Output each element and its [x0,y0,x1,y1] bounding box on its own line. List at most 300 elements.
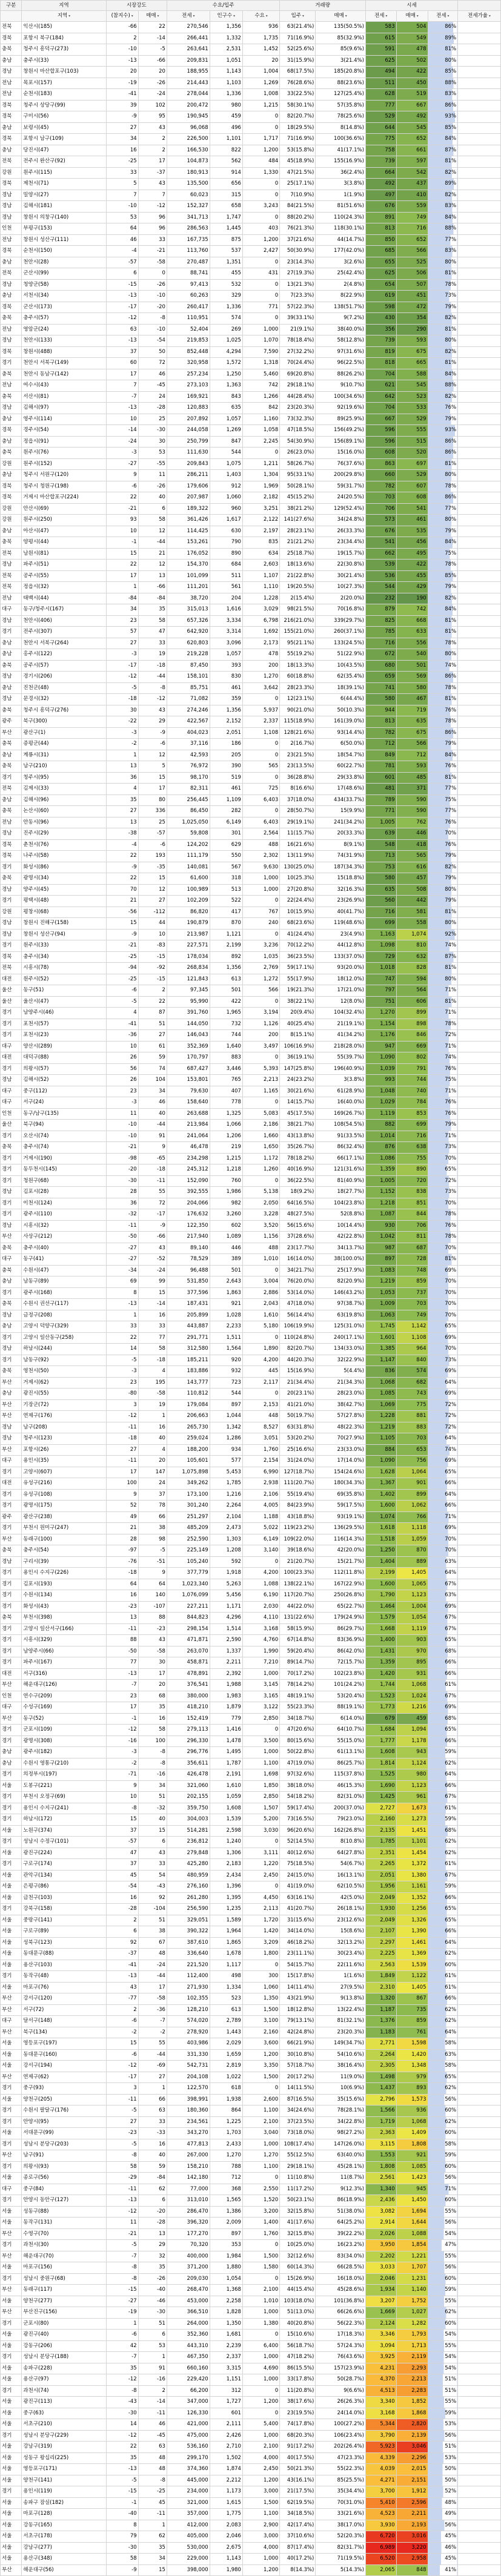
cell-population[interactable]: 154,370 [167,560,210,571]
cell-volume-sale[interactable]: 31(15.6%) [280,1915,316,1926]
cell-volume-sale[interactable]: 71(16.9%) [280,33,316,44]
cell-price-jeonse[interactable]: 1,101 [396,1837,428,1848]
cell-population[interactable]: 135,500 [167,179,210,190]
cell-demand[interactable]: 1,051 [210,55,242,67]
cell-price-sale[interactable]: 1,956 [365,1881,396,1893]
cell-division[interactable]: 대구 [1,1097,22,1109]
cell-strength-jeonse[interactable]: 43 [138,1635,167,1646]
cell-population[interactable]: 263,641 [167,44,210,56]
cell-jeonse-ratio[interactable]: 65% [428,1635,458,1646]
cell-volume-jeonse[interactable]: 200(29.8%) [316,470,366,481]
cell-empty[interactable] [458,1287,501,1299]
cell-price-sale[interactable]: 232 [365,593,396,604]
cell-strength-sale[interactable]: 20 [106,67,138,78]
cell-strength-jeonse[interactable]: -28 [138,403,167,414]
cell-price-sale[interactable]: 667 [365,414,396,425]
cell-region[interactable]: 창원시 성산구(111) [22,234,106,246]
cell-region[interactable]: 용인시(35) [22,1456,106,1467]
cell-volume-jeonse[interactable]: 100(27.2%) [316,2419,366,2431]
cell-volume-jeonse[interactable]: 20(33.3%) [316,828,366,840]
cell-supply[interactable]: 3,140 [242,1545,279,1557]
cell-region[interactable]: 원주시(115) [22,167,106,179]
cell-division[interactable]: 서울 [1,2374,22,2386]
cell-demand[interactable]: 1,235 [210,1904,242,1915]
cell-supply[interactable]: 1,228 [242,593,279,604]
cell-division[interactable]: 충남 [1,750,22,761]
cell-demand[interactable]: 219 [210,1142,242,1154]
cell-strength-jeonse[interactable]: -46 [138,2296,167,2307]
cell-empty[interactable] [458,1467,501,1478]
cell-region[interactable]: 충주시(57) [22,313,106,325]
cell-empty[interactable] [458,1848,501,1859]
cell-volume-sale[interactable]: 36(23.5%) [280,951,316,963]
cell-price-sale[interactable]: 1,668 [365,1623,396,1635]
cell-strength-jeonse[interactable]: -8 [138,1747,167,1759]
cell-demand[interactable]: 1,286 [210,1433,242,1445]
table-row[interactable] [1,436,501,447]
cell-jeonse-ratio[interactable]: 70% [428,1276,458,1288]
cell-division[interactable]: 부산 [1,1534,22,1545]
cell-strength-jeonse[interactable]: 17 [138,1668,167,1680]
cell-volume-jeonse[interactable]: 32(22.9%) [316,1355,366,1366]
cell-price-sale[interactable]: 6,720 [365,2531,396,2543]
table-row[interactable] [1,1915,501,1926]
cell-empty[interactable] [458,1120,501,1131]
cell-volume-jeonse[interactable]: 47(23.3%) [316,2452,366,2464]
cell-price-jeonse[interactable]: 1,461 [396,1937,428,1949]
cell-empty[interactable] [458,2139,501,2150]
cell-jeonse-ratio[interactable]: 50% [428,2475,458,2486]
cell-supply[interactable]: 0 [242,750,279,761]
cell-jeonse-ratio[interactable]: 82% [428,167,458,179]
cell-division[interactable]: 서울 [1,1915,22,1926]
cell-price-jeonse[interactable]: 559 [396,201,428,213]
cell-supply[interactable]: 403 [242,223,279,235]
cell-supply[interactable]: 3,350 [242,2061,279,2072]
cell-strength-jeonse[interactable]: 34 [138,1086,167,1097]
cell-empty[interactable] [458,716,501,728]
cell-strength-sale[interactable]: 11 [106,1108,138,1120]
cell-strength-jeonse[interactable]: -92 [138,963,167,974]
cell-supply[interactable]: 3,040 [242,2128,279,2139]
cell-volume-sale[interactable]: 78(18.2%) [280,1153,316,1164]
cell-volume-jeonse[interactable]: 10(27.3%) [316,582,366,593]
cell-price-jeonse[interactable]: 1,405 [396,1568,428,1579]
cell-volume-jeonse[interactable]: 17(18.3%) [316,2330,366,2341]
cell-supply[interactable]: 0 [242,2330,279,2341]
cell-supply[interactable]: 2,186 [242,1120,279,1131]
cell-strength-jeonse[interactable]: 64 [138,1579,167,1590]
cell-region[interactable]: 포항시 남구(109) [22,134,106,145]
cell-price-jeonse[interactable]: 2,213 [396,2374,428,2386]
cell-volume-jeonse[interactable]: 26(18.1%) [316,1904,366,1915]
cell-volume-jeonse[interactable]: 134(33.0%) [316,1344,366,1355]
cell-supply[interactable]: 7,590 [242,346,279,358]
cell-supply[interactable]: 0 [242,190,279,201]
table-row[interactable] [1,1837,501,1848]
cell-empty[interactable] [458,2116,501,2128]
cell-division[interactable]: 경기 [1,1008,22,1019]
cell-demand[interactable]: 890 [210,548,242,560]
cell-population[interactable]: 263,688 [167,1108,210,1120]
cell-volume-sale[interactable]: 127(18.7%) [280,1467,316,1478]
cell-jeonse-ratio[interactable]: 56% [428,2173,458,2184]
cell-volume-jeonse[interactable]: 39(22.2%) [316,2228,366,2240]
cell-division[interactable]: 인천 [1,1691,22,1702]
cell-supply[interactable]: 742 [242,380,279,392]
cell-empty[interactable] [458,2072,501,2083]
cell-strength-sale[interactable]: 35 [106,2363,138,2374]
cell-region[interactable]: 경기시(206) [22,672,106,683]
cell-population[interactable]: 352,360 [167,2330,210,2341]
cell-price-sale[interactable]: 3,925 [365,2352,396,2363]
cell-region[interactable]: 의정부시(197) [22,1769,106,1781]
cell-price-sale[interactable]: 1,154 [365,1019,396,1030]
cell-region[interactable]: 경주시(54) [22,425,106,437]
cell-region[interactable]: 수원시(134) [22,1590,106,1602]
cell-volume-jeonse[interactable]: 79(23.0%) [316,1814,366,1826]
cell-empty[interactable] [458,1904,501,1915]
cell-volume-jeonse[interactable]: 100(34.6%) [316,391,366,403]
table-row[interactable] [1,1467,501,1478]
cell-price-jeonse[interactable]: 979 [396,2072,428,2083]
cell-volume-jeonse[interactable]: 36(2.4%) [316,167,366,179]
cell-region[interactable]: 서초구(210) [22,2419,106,2431]
cell-price-jeonse[interactable]: 1,094 [396,1725,428,1736]
cell-volume-sale[interactable]: 16(14.0%) [280,1254,316,1266]
cell-empty[interactable] [458,2509,501,2520]
cell-strength-jeonse[interactable]: -84 [138,593,167,604]
cell-region[interactable]: 용산구(103) [22,1960,106,1971]
table-row[interactable] [1,627,501,638]
cell-price-sale[interactable]: 1,690 [365,1780,396,1792]
cell-jeonse-ratio[interactable]: 60% [428,2105,458,2117]
cell-price-sale[interactable]: 716 [365,907,396,918]
cell-division[interactable]: 부산 [1,1411,22,1422]
cell-price-sale[interactable]: 987 [365,1243,396,1254]
cell-demand[interactable]: 1,240 [210,1837,242,1848]
cell-strength-jeonse[interactable]: 33 [138,2116,167,2128]
cell-volume-sale[interactable]: 54(15.7%) [280,1960,316,1971]
cell-supply[interactable]: 2,564 [242,828,279,840]
cell-supply[interactable]: 5,180 [242,1321,279,1333]
cell-empty[interactable] [458,1511,501,1523]
cell-region[interactable]: 거제시 마산합포구(224) [22,492,106,504]
cell-jeonse-ratio[interactable]: 69% [428,1366,458,1378]
cell-strength-jeonse[interactable]: 63 [138,2105,167,2117]
cell-volume-jeonse[interactable]: 121(31.6%) [316,1164,366,1176]
cell-strength-jeonse[interactable]: -58 [138,1646,167,1657]
cell-division[interactable]: 전남 [1,817,22,828]
cell-jeonse-ratio[interactable]: 66% [428,1780,458,1792]
cell-population[interactable]: 204,108 [167,2072,210,2083]
cell-supply[interactable]: 1,318 [242,358,279,369]
cell-volume-sale[interactable]: 23(17.7%) [280,1243,316,1254]
cell-supply[interactable]: 2,197 [242,526,279,537]
cell-empty[interactable] [458,1837,501,1848]
cell-population[interactable]: 687,427 [167,1063,210,1075]
cell-population[interactable]: 234,000 [167,2486,210,2498]
cell-price-sale[interactable]: 1,600 [365,1501,396,1512]
cell-price-sale[interactable]: 494 [365,67,396,78]
cell-supply[interactable]: 3,030 [242,1825,279,1837]
cell-volume-sale[interactable]: 50(23.1%) [280,2195,316,2207]
cell-volume-jeonse[interactable]: 5(4.4%) [316,1366,366,1378]
cell-supply[interactable]: 0 [242,2385,279,2397]
cell-supply[interactable]: 6,990 [242,1467,279,1478]
table-row[interactable] [1,1019,501,1030]
cell-region[interactable]: 부천시(398) [22,1613,106,1624]
cell-price-sale[interactable]: 2,199 [365,1568,396,1579]
cell-population[interactable]: 376,541 [167,1680,210,1691]
cell-strength-jeonse[interactable]: 35 [138,604,167,616]
cell-division[interactable]: 경기 [1,940,22,952]
cell-division[interactable]: 충북 [1,705,22,716]
cell-population[interactable]: 152,327 [167,201,210,213]
cell-supply[interactable]: 1,070 [242,335,279,347]
table-row[interactable] [1,2509,501,2520]
cell-volume-jeonse[interactable]: 63(19.8%) [316,1310,366,1321]
cell-population[interactable]: 86,820 [167,907,210,918]
column-header[interactable]: 수요 ▾ [242,11,279,22]
cell-strength-sale[interactable]: 27 [106,806,138,817]
cell-volume-jeonse[interactable]: 5(14.3%) [316,2564,366,2576]
cell-demand[interactable]: 1,250 [210,369,242,380]
cell-region[interactable]: 공주시(57) [22,660,106,672]
cell-strength-jeonse[interactable]: 51 [138,1019,167,1030]
cell-demand[interactable]: 1,747 [210,212,242,223]
cell-strength-sale[interactable]: -3 [106,1747,138,1759]
cell-strength-jeonse[interactable]: 77 [138,1332,167,1344]
cell-strength-sale[interactable]: -15 [106,279,138,291]
cell-strength-sale[interactable]: 22 [106,1332,138,1344]
cell-price-sale[interactable]: 758 [365,145,396,156]
cell-strength-sale[interactable]: -3 [106,1366,138,1378]
cell-jeonse-ratio[interactable]: 67% [428,1623,458,1635]
cell-jeonse-ratio[interactable]: 82% [428,862,458,873]
cell-supply[interactable]: 1,735 [242,33,279,44]
cell-division[interactable]: 광주 [1,1511,22,1523]
cell-division[interactable]: 경기 [1,2116,22,2128]
cell-volume-jeonse[interactable]: 50(28.7%) [316,2374,366,2386]
cell-strength-jeonse[interactable]: 0 [138,268,167,280]
cell-volume-sale[interactable]: 100(23.3%) [280,1568,316,1579]
table-row[interactable] [1,839,501,851]
cell-strength-sale[interactable]: -10 [106,1131,138,1142]
cell-demand[interactable]: 389 [210,1254,242,1266]
cell-demand[interactable]: 2,212 [210,2475,242,2486]
cell-division[interactable]: 경북 [1,134,22,145]
cell-volume-sale[interactable]: 47(18.2%) [280,2352,316,2363]
cell-region[interactable]: 용인시 수지구(226) [22,1568,106,1579]
cell-strength-sale[interactable]: 5 [106,179,138,190]
cell-empty[interactable] [458,1747,501,1759]
cell-empty[interactable] [458,828,501,840]
cell-volume-jeonse[interactable]: 185(20.8%) [316,67,366,78]
cell-division[interactable]: 서울 [1,2038,22,2050]
cell-jeonse-ratio[interactable]: 76% [428,1220,458,1232]
cell-volume-sale[interactable]: 57(18.7%) [280,2061,316,2072]
cell-volume-sale[interactable]: 19(21.3%) [280,985,316,997]
cell-demand[interactable]: 329 [210,291,242,302]
cell-strength-jeonse[interactable]: -15 [138,951,167,963]
cell-jeonse-ratio[interactable]: 84% [428,134,458,145]
cell-region[interactable]: 부산진구(156) [22,2307,106,2319]
cell-division[interactable]: 대전 [1,1052,22,1064]
cell-volume-jeonse[interactable]: 45(28.1%) [316,2161,366,2173]
cell-jeonse-ratio[interactable]: 82% [428,593,458,604]
cell-region[interactable]: 광주시(182) [22,1747,106,1759]
cell-jeonse-ratio[interactable]: 45% [428,2531,458,2543]
cell-price-sale[interactable]: 573 [365,515,396,526]
cell-division[interactable]: 서울 [1,2419,22,2431]
cell-demand[interactable]: 788 [210,2161,242,2173]
cell-division[interactable]: 경기 [1,1175,22,1187]
cell-empty[interactable] [458,403,501,414]
cell-strength-jeonse[interactable]: -33 [138,2128,167,2139]
cell-population[interactable]: 426,478 [167,1769,210,1781]
cell-strength-sale[interactable]: -76 [106,1556,138,1568]
cell-supply[interactable]: 3,243 [242,201,279,213]
cell-price-jeonse[interactable]: 525 [396,257,428,268]
cell-volume-sale[interactable]: 24(15.0%) [280,1870,316,1881]
cell-division[interactable]: 경기 [1,862,22,873]
cell-jeonse-ratio[interactable]: 92% [428,929,458,940]
cell-supply[interactable]: 1,500 [242,2497,279,2509]
cell-jeonse-ratio[interactable]: 78% [428,560,458,571]
cell-strength-sale[interactable]: 63 [106,324,138,335]
cell-price-jeonse[interactable]: 1,673 [396,1803,428,1814]
cell-price-sale[interactable]: 751 [365,996,396,1008]
cell-demand[interactable]: 3,096 [210,638,242,649]
cell-empty[interactable] [458,1478,501,1490]
cell-volume-sale[interactable]: 86(15.5%) [280,2363,316,2374]
cell-strength-sale[interactable]: 64 [106,223,138,235]
cell-strength-jeonse[interactable]: 78 [138,1501,167,1512]
cell-empty[interactable] [458,1422,501,1433]
cell-volume-jeonse[interactable]: 48(22.3%) [316,1422,366,1433]
filter-dropdown-icon[interactable]: ▾ [264,14,268,18]
cell-demand[interactable]: 1,416 [210,1725,242,1736]
cell-empty[interactable] [458,2173,501,2184]
cell-empty[interactable] [458,1321,501,1333]
cell-strength-sale[interactable]: 11 [106,2218,138,2229]
cell-demand[interactable]: 892 [210,951,242,963]
table-row[interactable] [1,784,501,795]
cell-volume-sale[interactable]: 36(19.1%) [280,1052,316,1064]
cell-strength-sale[interactable]: 16 [106,1892,138,1904]
cell-strength-jeonse[interactable]: 19 [138,649,167,661]
cell-supply[interactable]: 0 [242,1052,279,1064]
cell-empty[interactable] [458,1803,501,1814]
cell-price-jeonse[interactable]: 881 [396,1411,428,1422]
cell-volume-jeonse[interactable]: 88(23.6%) [316,78,366,89]
cell-population[interactable]: 76,972 [167,761,210,773]
cell-price-jeonse[interactable]: 921 [396,2150,428,2162]
cell-volume-jeonse[interactable]: 42(5.0%) [316,1892,366,1904]
cell-population[interactable]: 445,000 [167,2475,210,2486]
cell-empty[interactable] [458,1243,501,1254]
cell-population[interactable]: 219,228 [167,649,210,661]
cell-volume-jeonse[interactable]: 101(36.8%) [316,2296,366,2307]
cell-population[interactable]: 296,330 [167,1735,210,1747]
filter-dropdown-icon[interactable]: ▾ [301,14,304,18]
cell-strength-jeonse[interactable]: 6 [138,1837,167,1848]
cell-supply[interactable]: 3,111 [242,1848,279,1859]
cell-jeonse-ratio[interactable]: 67% [428,1613,458,1624]
cell-demand[interactable]: 2,819 [210,2061,242,2072]
cell-division[interactable]: 경북 [1,951,22,963]
cell-volume-sale[interactable]: 37(21.6%) [280,234,316,246]
cell-demand[interactable]: 1,984 [210,2251,242,2262]
cell-strength-sale[interactable]: 2 [106,33,138,44]
cell-jeonse-ratio[interactable]: 54% [428,2228,458,2240]
cell-price-jeonse[interactable]: 810 [396,940,428,952]
cell-price-jeonse[interactable]: 1,420 [396,2049,428,2061]
cell-region[interactable]: 양산시(289) [22,1041,106,1052]
cell-supply[interactable]: 0 [242,896,279,907]
cell-division[interactable]: 서울 [1,2554,22,2565]
cell-price-jeonse[interactable]: 870 [396,1545,428,1557]
cell-strength-sale[interactable]: -13 [106,1668,138,1680]
cell-volume-sale[interactable]: 34(18.5%) [280,2509,316,2520]
cell-empty[interactable] [458,672,501,683]
cell-strength-sale[interactable]: -21 [106,2228,138,2240]
cell-supply[interactable]: 3,236 [242,940,279,952]
cell-volume-jeonse[interactable]: 17(14.0%) [316,1456,366,1467]
cell-empty[interactable] [458,817,501,828]
cell-strength-jeonse[interactable]: 20 [138,1680,167,1691]
cell-volume-sale[interactable]: 8(14.3%) [280,2564,316,2576]
cell-supply[interactable]: 5,460 [242,369,279,380]
cell-price-sale[interactable]: 1,183 [365,2027,396,2038]
cell-price-jeonse[interactable]: 472 [396,302,428,313]
cell-division[interactable]: 울산 [1,985,22,997]
table-row[interactable] [1,1568,501,1579]
cell-strength-jeonse[interactable]: -44 [138,537,167,549]
cell-price-jeonse[interactable]: 1,140 [396,2285,428,2296]
cell-division[interactable]: 부산 [1,2004,22,2016]
table-row[interactable] [1,1825,501,1837]
cell-strength-sale[interactable]: -8 [106,2385,138,2397]
cell-volume-sale[interactable]: 84(23.9%) [280,1501,316,1512]
cell-price-sale[interactable]: 1,018 [365,963,396,974]
cell-empty[interactable] [458,2083,501,2095]
cell-empty[interactable] [458,1534,501,1545]
cell-jeonse-ratio[interactable]: 70% [428,1310,458,1321]
cell-price-jeonse[interactable]: 457 [396,873,428,885]
cell-price-jeonse[interactable]: 859 [396,2016,428,2027]
cell-division[interactable]: 서울 [1,1780,22,1792]
cell-region[interactable]: 천안시(28) [22,257,106,268]
table-row[interactable] [1,134,501,145]
cell-volume-sale[interactable]: 84(21.5%) [280,201,316,213]
cell-supply[interactable]: 1,990 [242,1646,279,1657]
cell-strength-jeonse[interactable]: 1 [138,2352,167,2363]
cell-price-jeonse[interactable]: 606 [396,996,428,1008]
cell-strength-jeonse[interactable]: -23 [138,1623,167,1635]
cell-volume-sale[interactable]: 141(27.6%) [280,515,316,526]
cell-volume-jeonse[interactable]: 218(28.0%) [316,1041,366,1052]
cell-population[interactable]: 226,500 [167,134,210,145]
cell-volume-jeonse[interactable]: 56(22.3%) [316,2318,366,2330]
cell-volume-sale[interactable]: 40(20.8%) [280,2318,316,2330]
cell-strength-jeonse[interactable]: -58 [138,1993,167,2005]
cell-population[interactable]: 478,891 [167,1668,210,1680]
cell-strength-jeonse[interactable]: -5 [138,1545,167,1557]
cell-jeonse-ratio[interactable]: 64% [428,1489,458,1501]
cell-demand[interactable]: 822 [210,145,242,156]
